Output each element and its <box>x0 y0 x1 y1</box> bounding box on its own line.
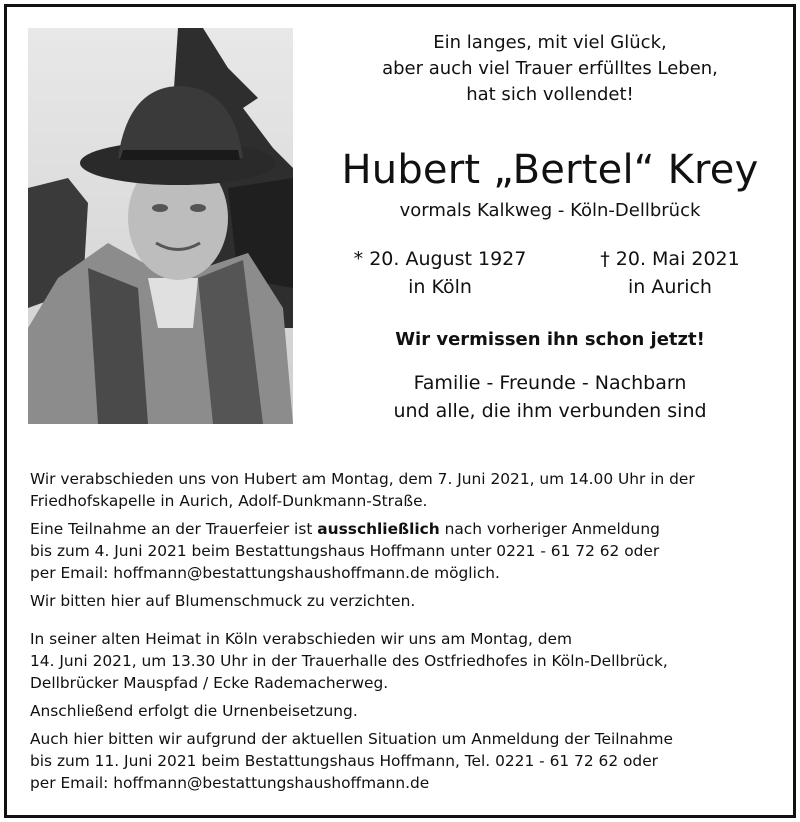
death-place: in Aurich <box>628 276 712 298</box>
text-segment: nach vorheriger Anmeldung <box>439 520 660 538</box>
text-line: per Email: hoffmann@bestattungshaushoffmann.de <box>30 774 430 792</box>
mourners-line-2: und alle, die ihm verbunden sind <box>393 400 707 422</box>
mourners-line-1: Familie - Freunde - Nachbarn <box>413 372 687 394</box>
aurich-ceremony-section <box>30 468 770 618</box>
mourners <box>320 369 780 425</box>
text-line: Friedhofskapelle in Aurich, Adolf-Dunkmann-Straße. <box>30 492 428 510</box>
emphasis-text: ausschließlich <box>317 520 440 538</box>
life-dates <box>330 245 770 301</box>
motto <box>320 30 780 108</box>
death-info <box>570 245 770 301</box>
death-date: † 20. Mai 2021 <box>600 248 740 270</box>
aurich-ceremony-paragraph <box>30 468 770 512</box>
birth-info <box>330 245 550 301</box>
text-line: Anschließend erfolgt die Urnenbeisetzung. <box>30 702 358 720</box>
cologne-ceremony-section <box>30 628 770 800</box>
text-line: bis zum 11. Juni 2021 beim Bestattungshaus Hoffmann, Tel. 0221 - 61 72 62 oder <box>30 752 658 770</box>
text-line: Dellbrücker Mauspfad / Ecke Rademacherweg. <box>30 674 389 692</box>
text-line <box>30 518 770 540</box>
motto-line-3: hat sich vollendet! <box>466 84 634 105</box>
text-line: bis zum 4. Juni 2021 beim Bestattungshaus Hoffmann unter 0221 - 61 72 62 oder <box>30 542 660 560</box>
birth-place: in Köln <box>408 276 472 298</box>
urn-burial-paragraph <box>30 700 770 722</box>
former-address: vormals Kalkweg - Köln-Dellbrück <box>399 200 701 221</box>
cologne-registration-paragraph <box>30 728 770 794</box>
portrait-photo <box>28 28 293 424</box>
portrait-illustration <box>28 28 293 424</box>
text-line: Auch hier bitten wir aufgrund der aktuellen Situation um Anmeldung der Teilnahme <box>30 730 673 748</box>
text-line: In seiner alten Heimat in Köln verabschieden wir uns am Montag, dem <box>30 630 572 648</box>
motto-line-2: aber auch viel Trauer erfülltes Leben, <box>382 58 718 79</box>
text-line: per Email: hoffmann@bestattungshaushoffmann.de möglich. <box>30 564 500 582</box>
birth-date: * 20. August 1927 <box>353 248 527 270</box>
flowers-paragraph <box>30 590 770 612</box>
miss-statement: Wir vermissen ihn schon jetzt! <box>395 329 705 350</box>
text-line: Wir bitten hier auf Blumenschmuck zu verzichten. <box>30 592 416 610</box>
text-line: Wir verabschieden uns von Hubert am Montag, dem 7. Juni 2021, um 14.00 Uhr in der <box>30 470 695 488</box>
deceased-name: Hubert „Bertel“ Krey <box>341 147 759 193</box>
text-segment: Eine Teilnahme an der Trauerfeier ist <box>30 520 318 538</box>
cologne-ceremony-paragraph <box>30 628 770 694</box>
text-line: 14. Juni 2021, um 13.30 Uhr in der Trauerhalle des Ostfriedhofes in Köln-Dellbrück, <box>30 652 668 670</box>
motto-line-1: Ein langes, mit viel Glück, <box>433 32 667 53</box>
registration-paragraph <box>30 518 770 584</box>
